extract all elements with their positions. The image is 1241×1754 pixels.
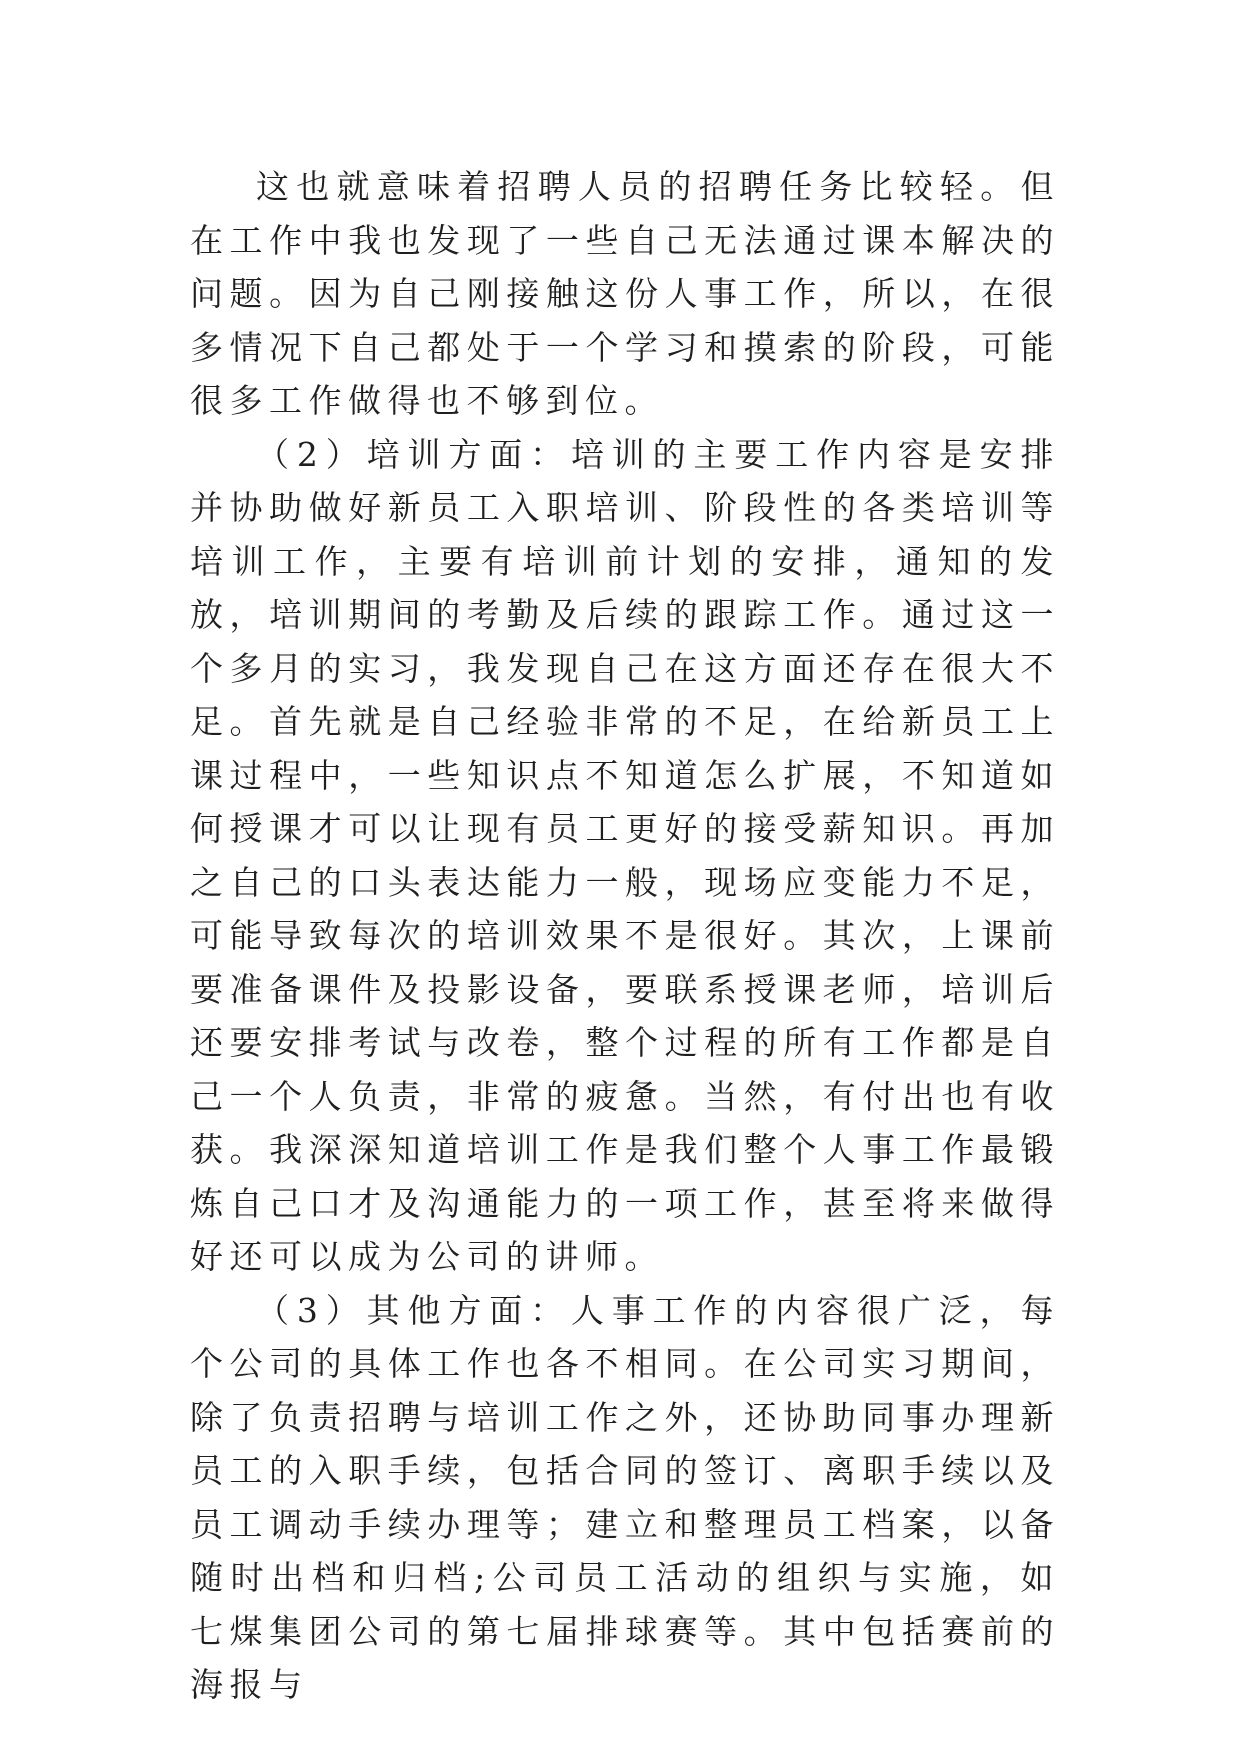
paragraph-recruitment-continued: 这也就意味着招聘人员的招聘任务比较轻。但在工作中我也发现了一些自己无法通过课本解决的问题。因为自己刚接触这份人事工作，所以，在很多情况下自己都处于一个学习和摸索的阶段，可能很多工作做得也不够到位。 — [190, 167, 1060, 420]
paragraph-other-aspects: （3）其他方面：人事工作的内容很广泛，每个公司的具体工作也各不相同。在公司实习期间，除了负责招聘与培训工作之外，还协助同事办理新员工的入职手续，包括合同的签订、离职手续以及员工调动手续办理等；建立和整理员工档案，以备随时出档和归档;公司员工活动的组织与实施，如七煤集团公司的第七届排球赛等。其中包括赛前的海报与 — [190, 1290, 1060, 1704]
paragraph-training: （2）培训方面：培训的主要工作内容是安排并协助做好新员工入职培训、阶段性的各类培训等培训工作，主要有培训前计划的安排，通知的发放，培训期间的考勤及后续的跟踪工作。通过这一个多月的实习，我发现自己在这方面还存在很大不足。首先就是自己经验非常的不足，在给新员工上课过程中，一些知识点不知道怎么扩展，不知道如何授课才可以让现有员工更好的接受薪知识。再加之自己的口头表达能力一般，现场应变能力不足，可能导致每次的培训效果不是很好。其次，上课前要准备课件及投影设备，要联系授课老师，培训后还要安排考试与改卷，整个过程的所有工作都是自己一个人负责，非常的疲惫。当然，有付出也有收获。我深深知道培训工作是我们整个人事工作最锻炼自己口才及沟通能力的一项工作，甚至将来做得好还可以成为公司的讲师。 — [190, 434, 1060, 1276]
document-body — [190, 160, 1060, 1712]
